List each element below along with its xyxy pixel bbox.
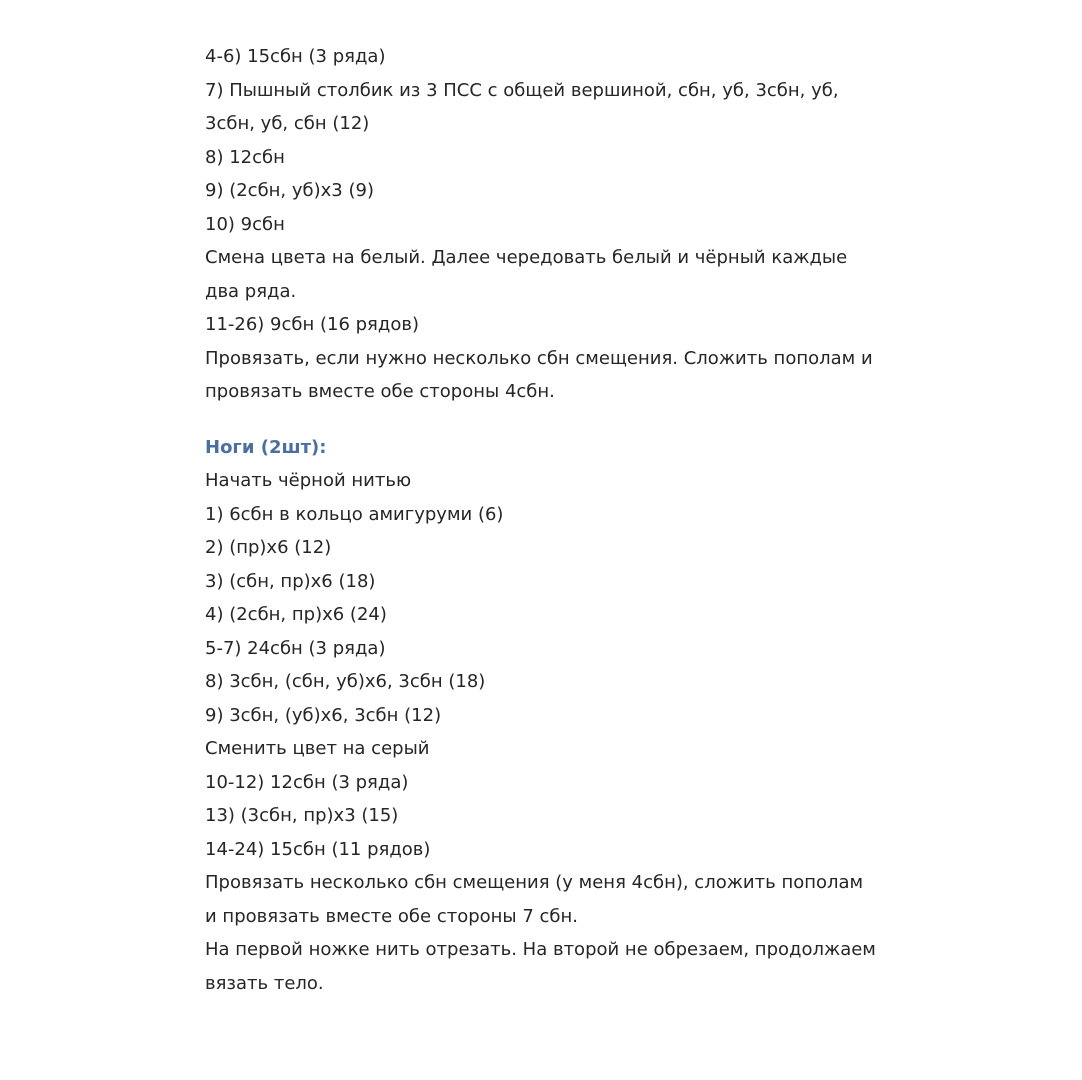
instruction-line: 13) (3сбн, пр)х3 (15) bbox=[205, 805, 399, 826]
instruction-line: 4) (2сбн, пр)х6 (24) bbox=[205, 604, 387, 625]
instruction-line: два ряда. bbox=[205, 280, 297, 302]
instruction-line: 3) (сбн, пр)х6 (18) bbox=[205, 570, 376, 592]
instruction-line: Провязать, если нужно несколько сбн смещения. Сложить пополам и bbox=[205, 347, 873, 369]
instruction-line: 4-6) 15сбн (3 ряда) bbox=[205, 46, 386, 67]
instruction-line: 10-12) 12сбн (3 ряда) bbox=[205, 771, 409, 793]
instruction-line: 14-24) 15сбн (11 рядов) bbox=[205, 838, 431, 860]
instruction-line: 2) (пр)х6 (12) bbox=[205, 537, 332, 558]
instruction-line: 10) 9сбн bbox=[205, 213, 285, 235]
instruction-line: 8) 3сбн, (сбн, уб)х6, 3сбн (18) bbox=[205, 671, 486, 692]
document-page bbox=[205, 40, 905, 1000]
section-legs bbox=[205, 431, 905, 1001]
instruction-line: 9) 3сбн, (уб)х6, 3сбн (12) bbox=[205, 704, 442, 726]
section-spacer bbox=[205, 409, 905, 431]
instruction-line: 7) Пышный столбик из 3 ПСС с общей вершиной, сбн, уб, 3сбн, уб, bbox=[205, 79, 839, 101]
instruction-line: провязать вместе обе стороны 4сбн. bbox=[205, 381, 555, 402]
instruction-line: вязать тело. bbox=[205, 972, 324, 994]
instruction-line: Сменить цвет на серый bbox=[205, 738, 430, 759]
instruction-line: 1) 6сбн в кольцо амигуруми (6) bbox=[205, 503, 504, 525]
instruction-line: 8) 12сбн bbox=[205, 146, 285, 168]
section-body-instructions bbox=[205, 40, 905, 409]
section-heading-legs: Ноги (2шт): bbox=[205, 436, 327, 458]
instruction-line: Смена цвета на белый. Далее чередовать белый и чёрный каждые bbox=[205, 247, 848, 268]
instruction-line: 3сбн, уб, сбн (12) bbox=[205, 113, 370, 134]
instruction-line: 5-7) 24сбн (3 ряда) bbox=[205, 637, 386, 659]
instruction-line: На первой ножке нить отрезать. На второй не обрезаем, продолжаем bbox=[205, 939, 876, 960]
instruction-line: Начать чёрной нитью bbox=[205, 470, 412, 491]
instruction-line: 11-26) 9сбн (16 рядов) bbox=[205, 314, 419, 335]
instruction-line: 9) (2сбн, уб)х3 (9) bbox=[205, 180, 374, 201]
instruction-line: и провязать вместе обе стороны 7 сбн. bbox=[205, 905, 579, 927]
instruction-line: Провязать несколько сбн смещения (у меня 4сбн), сложить пополам bbox=[205, 872, 864, 893]
